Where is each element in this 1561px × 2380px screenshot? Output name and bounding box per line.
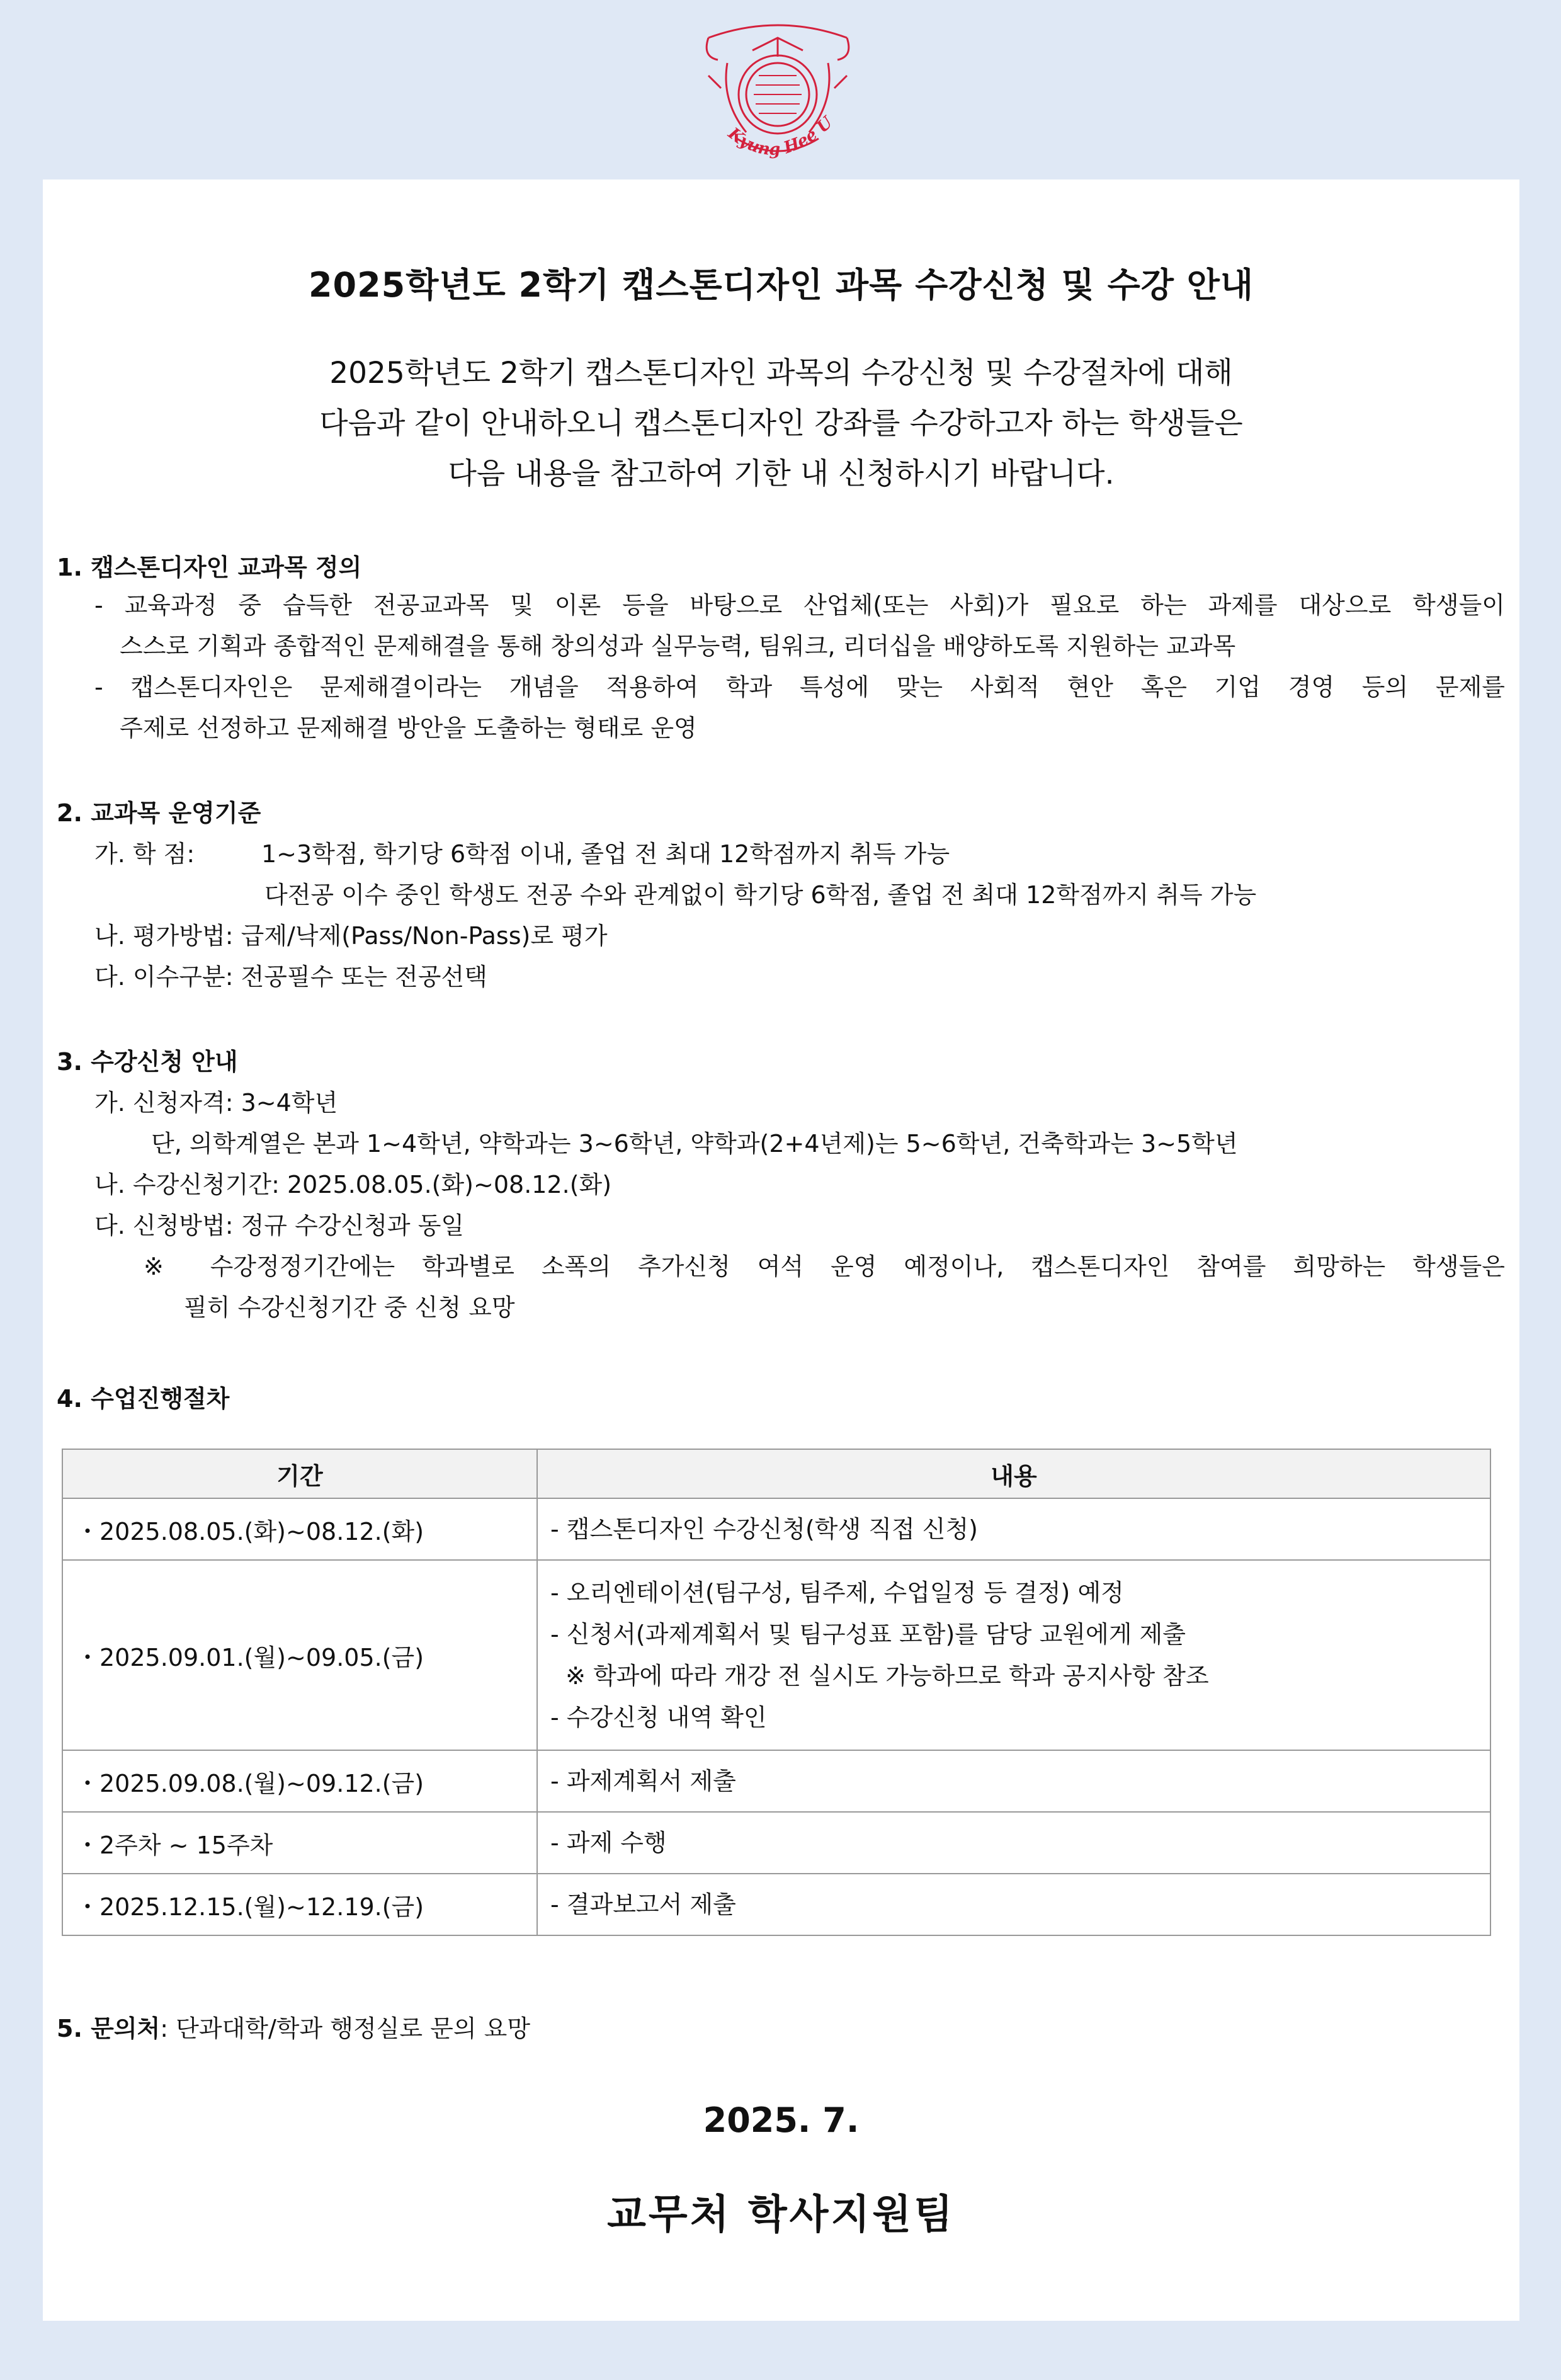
- section-1-item-cont: 스스로 기획과 종합적인 문제해결을 통해 창의성과 실무능력, 팀워크, 리더십을 배양하도록 지원하는 교과목: [120, 632, 1236, 660]
- registration-method: 다. 신청방법: 정규 수강신청과 동일: [94, 1212, 465, 1239]
- period-cell: ・2025.12.15.(월)~12.19.(금): [62, 1874, 537, 1935]
- registration-note: ※ 수강정정기간에는 학과별로 소폭의 추가신청 여석 운영 예정이나, 캡스톤디자인 참여를 희망하는 학생들은: [144, 1253, 1505, 1280]
- registration-period: 나. 수강신청기간: 2025.08.05.(화)~08.12.(화): [94, 1171, 612, 1199]
- table-row: [62, 1498, 1490, 1560]
- column-header-period: 기간: [62, 1449, 537, 1498]
- table-row: [62, 1560, 1490, 1750]
- section-2-heading: 2. 교과목 운영기준: [57, 799, 261, 827]
- column-header-content: 내용: [537, 1449, 1490, 1498]
- content-line: - 수강신청 내역 확인: [550, 1704, 767, 1731]
- section-5-heading: 5. 문의처: [57, 2015, 161, 2042]
- schedule-table: [62, 1449, 1491, 1936]
- section-1-heading: 1. 캡스톤디자인 교과목 정의: [57, 554, 362, 581]
- issuing-office: 교무처 학사지원팀: [607, 2192, 955, 2238]
- period-cell: ・2025.09.08.(월)~09.12.(금): [62, 1750, 537, 1812]
- content-cell: [537, 1874, 1490, 1935]
- eligibility: 가. 신청자격: 3~4학년: [94, 1089, 338, 1117]
- content-line: - 오리엔테이션(팀구성, 팀주제, 수업일정 등 결정) 예정: [550, 1579, 1124, 1607]
- table-row: [62, 1812, 1490, 1874]
- content-cell: [537, 1750, 1490, 1812]
- document-date: 2025. 7.: [703, 2100, 860, 2140]
- section-5: [57, 2009, 530, 2044]
- evaluation-method: 나. 평가방법: 급제/낙제(Pass/Non-Pass)로 평가: [94, 922, 608, 950]
- registration-note-cont: 필히 수강신청기간 중 신청 요망: [184, 1294, 515, 1321]
- section-1-item: - 캡스톤디자인은 문제해결이라는 개념을 적용하여 학과 특성에 맞는 사회적 현안 혹은 기업 경영 등의 문제를: [94, 673, 1505, 701]
- intro-line: 다음과 같이 안내하오니 캡스톤디자인 강좌를 수강하고자 하는 학생들은: [319, 406, 1243, 441]
- section-3-heading: 3. 수강신청 안내: [57, 1048, 238, 1076]
- content-line: - 과제계획서 제출: [550, 1767, 736, 1795]
- section-1-item-cont: 주제로 선정하고 문제해결 방안을 도출하는 형태로 운영: [120, 714, 697, 742]
- document-page: [43, 179, 1519, 2321]
- eligibility-note: 단, 의학계열은 본과 1~4학년, 약학과는 3~6학년, 약학과(2+4년제)는 5~6학년, 건축학과는 3~5학년: [151, 1130, 1238, 1158]
- content-line: - 과제 수행: [550, 1829, 667, 1857]
- content-cell: [537, 1812, 1490, 1874]
- content-note: ※ 학과에 따라 개강 전 실시도 가능하므로 학과 공지사항 참조: [550, 1662, 1209, 1690]
- seal-text: Kyung Hee U: [724, 113, 837, 159]
- credit-label: 가. 학 점:: [94, 840, 195, 868]
- table-row: [62, 1874, 1490, 1935]
- credit-rule-multi-major: 다전공 이수 중인 학생도 전공 수와 관계없이 학기당 6학점, 졸업 전 최대 12학점까지 취득 가능: [264, 881, 1257, 909]
- intro-line: 다음 내용을 참고하여 기한 내 신청하시기 바랍니다.: [448, 457, 1115, 491]
- content-line: - 결과보고서 제출: [550, 1891, 736, 1918]
- university-seal-logo: [683, 13, 872, 176]
- section-1-item: - 교육과정 중 습득한 전공교과목 및 이론 등을 바탕으로 산업체(또는 사회)가 필요로 하는 과제를 대상으로 학생들이: [94, 591, 1505, 619]
- section-4-heading: 4. 수업진행절차: [57, 1385, 230, 1413]
- document-title: 2025학년도 2학기 캡스톤디자인 과목 수강신청 및 수강 안내: [308, 265, 1254, 305]
- table-header-row: [62, 1449, 1490, 1498]
- credit-rule: 1~3학점, 학기당 6학점 이내, 졸업 전 최대 12학점까지 취득 가능: [261, 840, 950, 868]
- content-line: - 캡스톤디자인 수강신청(학생 직접 신청): [550, 1515, 979, 1543]
- period-cell: ・2025.08.05.(화)~08.12.(화): [62, 1498, 537, 1560]
- contact-text: : 단과대학/학과 행정실로 문의 요망: [160, 2015, 531, 2042]
- intro-paragraph: [43, 348, 1519, 499]
- svg-text:Kyung Hee University: [683, 13, 837, 159]
- content-cell: [537, 1560, 1490, 1750]
- course-type: 다. 이수구분: 전공필수 또는 전공선택: [94, 963, 487, 991]
- intro-line: 2025학년도 2학기 캡스톤디자인 과목의 수강신청 및 수강절차에 대해: [329, 356, 1233, 390]
- period-cell: ・2025.09.01.(월)~09.05.(금): [62, 1560, 537, 1750]
- content-line: - 신청서(과제계획서 및 팀구성표 포함)를 담당 교원에게 제출: [550, 1620, 1186, 1648]
- content-cell: [537, 1498, 1490, 1560]
- table-row: [62, 1750, 1490, 1812]
- period-cell: ・2주차 ~ 15주차: [62, 1812, 537, 1874]
